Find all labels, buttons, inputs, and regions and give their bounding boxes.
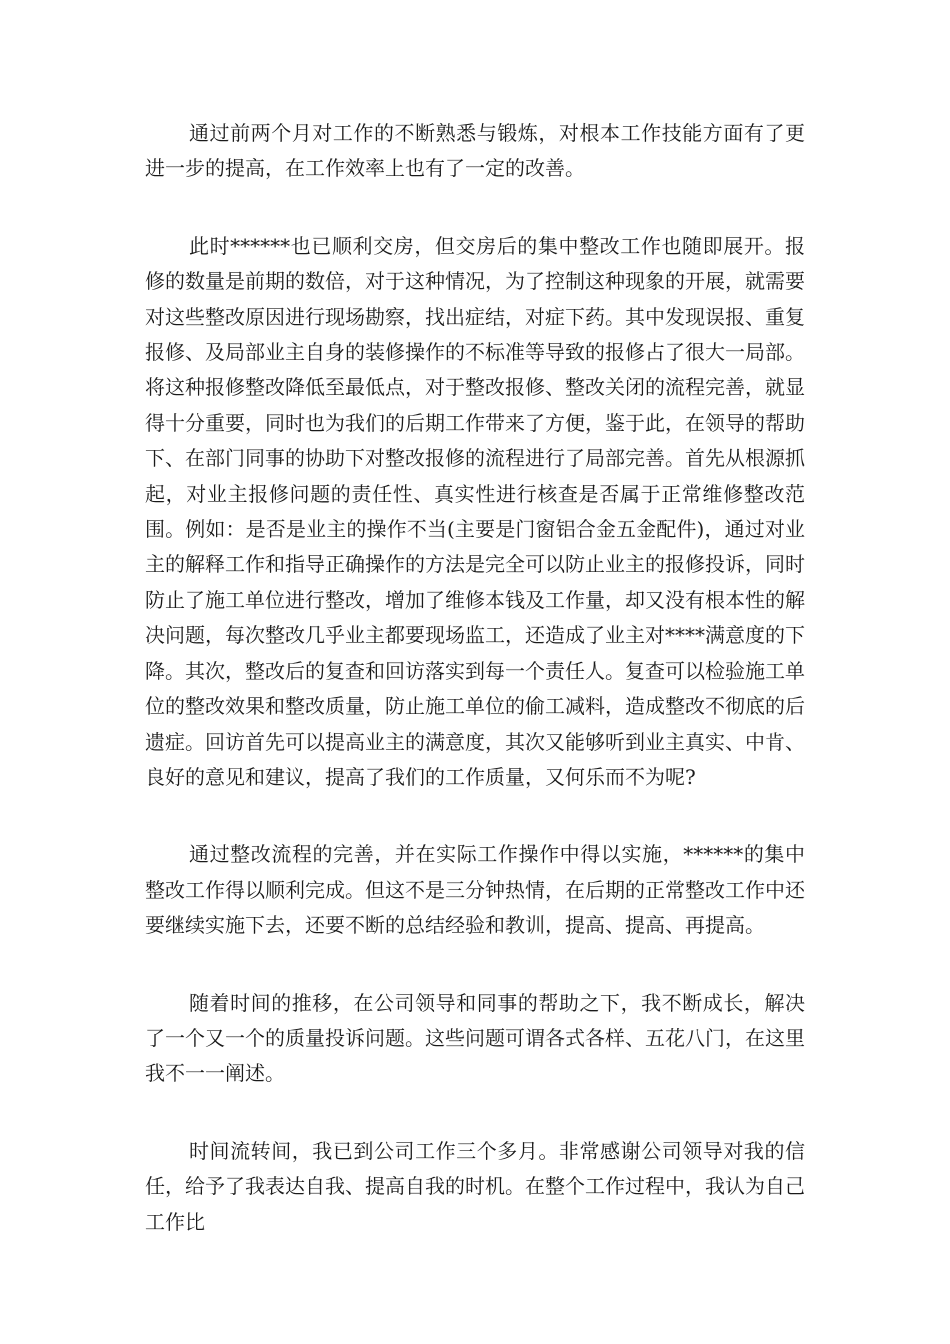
paragraph-3: 通过整改流程的完善，并在实际工作操作中得以实施，******的集中整改工作得以顺利完成。但这不是三分钟热情，在后期的正常整改工作中还要继续实施下去，还要不断的总结经验和教训，提高、提高、再提高。 — [145, 842, 805, 938]
paragraph-2: 此时******也已顺利交房，但交房后的集中整改工作也随即展开。报修的数量是前期的数倍，对于这种情况，为了控制这种现象的开展，就需要对这些整改原因进行现场勘察，找出症结，对症下药。其中发现误报、重复报修、及局部业主自身的装修操作的不标准等导致的报修占了很大一局部。将这种报修整改降低至最低点，对于整改报修、整改关闭的流程完善，就显得十分重要，同时也为我们的后期工作带来了方便，鉴于此，在领导的帮助下、在部门同事的协助下对整改报修的流程进行了局部完善。首先从根源抓起，对业主报修问题的责任性、真实性进行核查是否属于正常维修整改范围。例如：是否是业主的操作不当(主要是门窗铝合金五金配件)，通过对业主的解释工作和指导正确操作的方法是完全可以防止业主的报修投诉，同时防止了施工单位进行整改，增加了维修本钱及工作量，却又没有根本性的解决问题，每次整改几乎业主都要现场监工，还造成了业主对****满意度的下降。其次，整改后的复查和回访落实到每一个责任人。复查可以检验施工单位的整改效果和整改质量，防止施工单位的偷工减料，造成整改不彻底的后遗症。回访首先可以提高业主的满意度，其次又能够听到业主真实、中肯、良好的意见和建议，提高了我们的工作质量，又何乐而不为呢? — [145, 233, 805, 789]
paragraph-5: 时间流转间，我已到公司工作三个多月。非常感谢公司领导对我的信任，给予了我表达自我、提高自我的时机。在整个工作过程中，我认为自己工作比 — [145, 1138, 805, 1234]
paragraph-1: 通过前两个月对工作的不断熟悉与锻炼，对根本工作技能方面有了更进一步的提高，在工作效率上也有了一定的改善。 — [145, 121, 805, 181]
paragraph-4: 随着时间的推移，在公司领导和同事的帮助之下，我不断成长，解决了一个又一个的质量投诉问题。这些问题可谓各式各样、五花八门，在这里我不一一阐述。 — [145, 990, 805, 1086]
document-body — [145, 116, 805, 1282]
